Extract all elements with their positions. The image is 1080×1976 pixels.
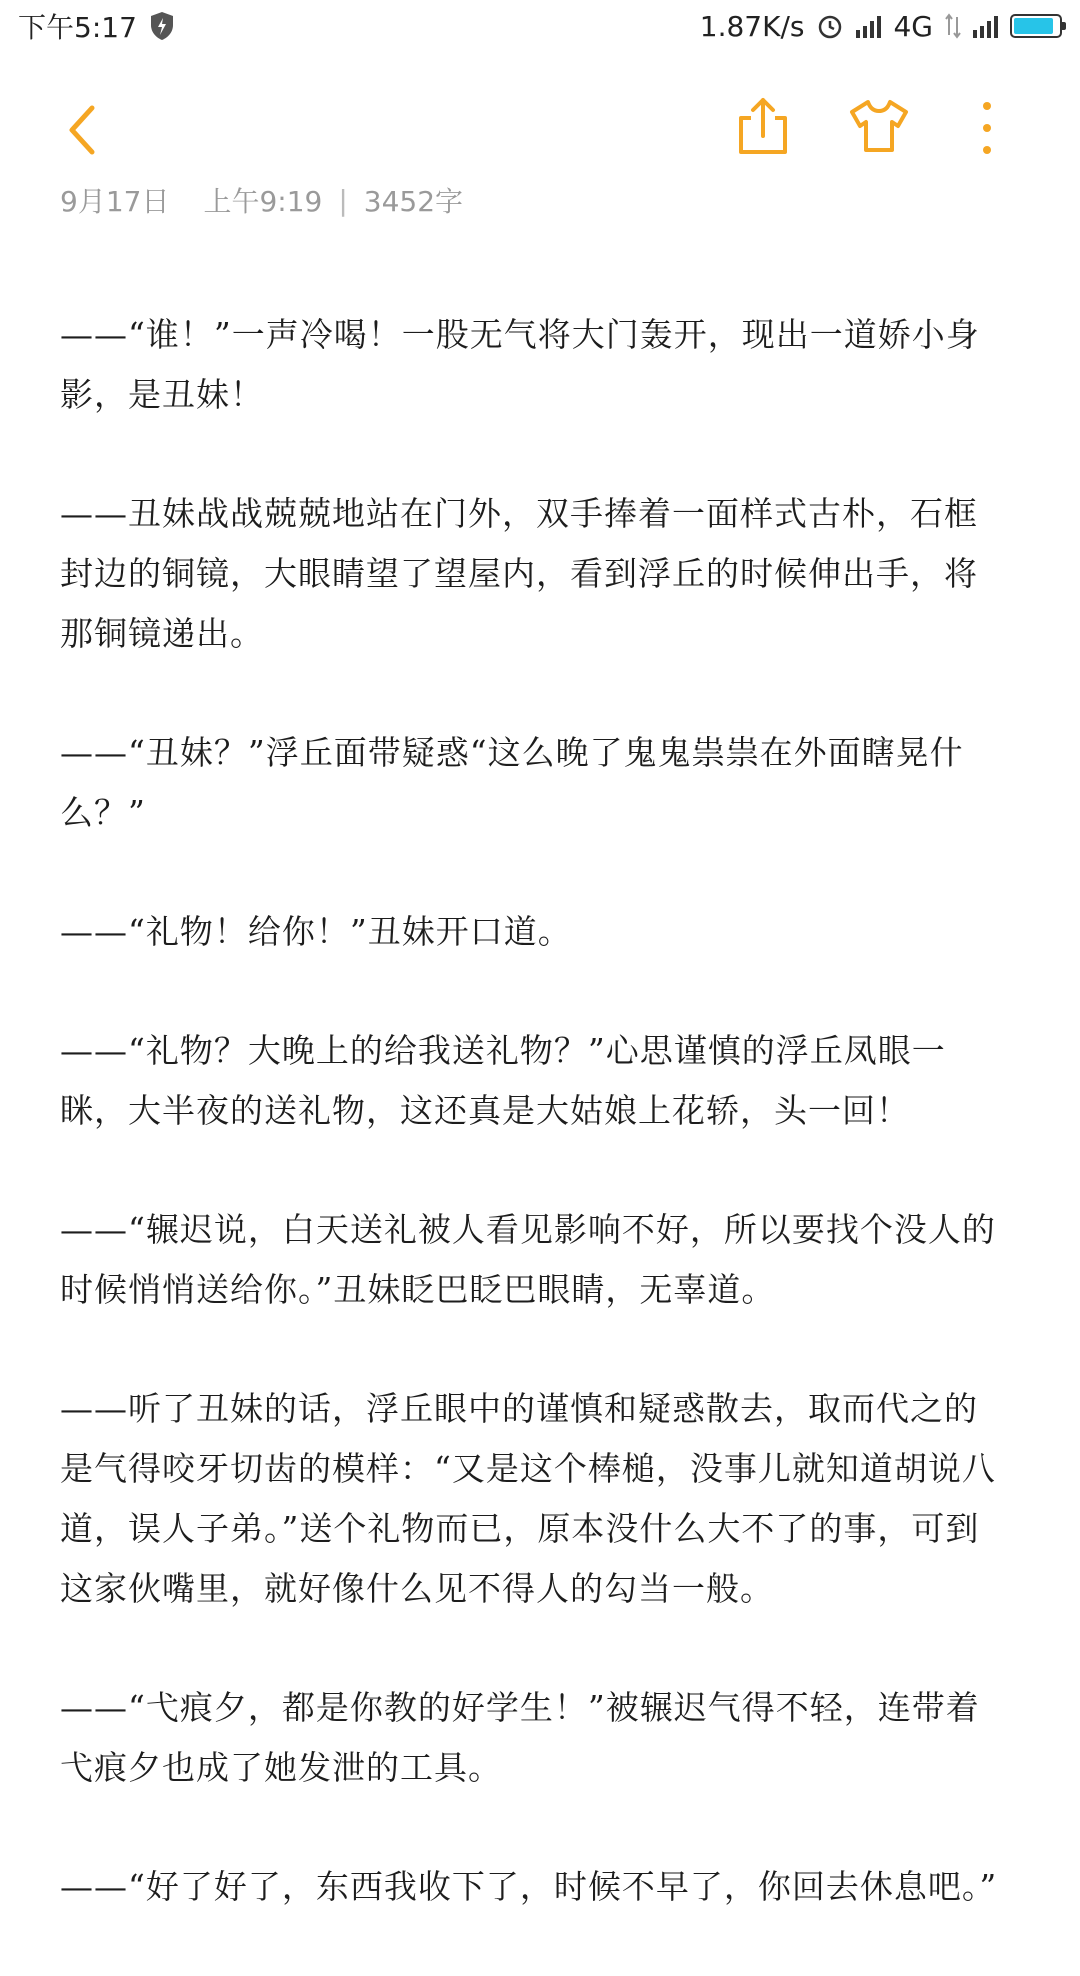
share-icon[interactable]	[735, 94, 791, 158]
paragraph: ——“弋痕夕，都是你教的好学生！”被辗迟气得不轻，连带着弋痕夕也成了她发泄的工具。	[60, 1688, 980, 1787]
network-speed: 1.87K/s	[699, 9, 805, 43]
theme-tshirt-icon[interactable]	[848, 96, 910, 156]
status-bar	[0, 0, 1080, 52]
note-date: 9月17日	[60, 185, 170, 218]
paragraph: ——“好了好了，东西我收下了，时候不早了，你回去休息吧。”	[60, 1867, 998, 1906]
paragraph: ——“丑妹？”浮丘面带疑惑“这么晚了鬼鬼祟祟在外面瞎晃什么？”	[60, 733, 964, 832]
paragraph: ——“辗迟说，白天送礼被人看见影响不好，所以要找个没人的时候悄悄送给你。”丑妹眨巴眨巴眼睛，无辜道。	[60, 1210, 996, 1309]
alarm-icon	[816, 12, 844, 40]
note-time: 上午9:19	[203, 185, 323, 218]
more-vertical-icon[interactable]	[975, 96, 999, 160]
signal-icon	[856, 14, 881, 38]
status-bar-left	[18, 6, 175, 46]
toolbar	[0, 80, 1080, 180]
battery-fill	[1014, 18, 1053, 34]
note-body[interactable]	[60, 305, 1008, 1976]
data-arrows-icon	[945, 13, 961, 39]
signal-icon-2	[973, 14, 998, 38]
status-time: 下午5:17	[18, 11, 137, 44]
back-chevron-icon[interactable]	[58, 98, 108, 162]
shield-bolt-icon	[149, 11, 175, 41]
paragraph: ——丑妹战战兢兢地站在门外，双手捧着一面样式古朴，石框封边的铜镜，大眼睛望了望屋内，看到浮丘的时候伸出手，将那铜镜递出。	[60, 494, 978, 653]
word-count: 3452字	[363, 185, 464, 218]
paragraph: ——“礼物？大晚上的给我送礼物？”心思谨慎的浮丘凤眼一眯，大半夜的送礼物，这还真是大姑娘上花轿，头一回！	[60, 1031, 946, 1130]
paragraph: ——“谁！”一声冷喝！一股无气将大门轰开，现出一道娇小身影，是丑妹！	[60, 315, 980, 414]
paragraph: ——“礼物！给你！”丑妹开口道。	[60, 912, 572, 951]
status-bar-right	[700, 10, 1062, 43]
note-meta	[60, 178, 463, 222]
network-type: 4G	[893, 9, 933, 43]
battery-icon	[1010, 14, 1062, 38]
meta-separator: |	[338, 183, 348, 217]
paragraph: ——听了丑妹的话，浮丘眼中的谨慎和疑惑散去，取而代之的是气得咬牙切齿的模样：“又是这个棒槌，没事儿就知道胡说八道，误人子弟。”送个礼物而已，原本没什么大不了的事，可到这家伙嘴里，就好像什么见不得人的勾当一般。	[60, 1389, 996, 1608]
